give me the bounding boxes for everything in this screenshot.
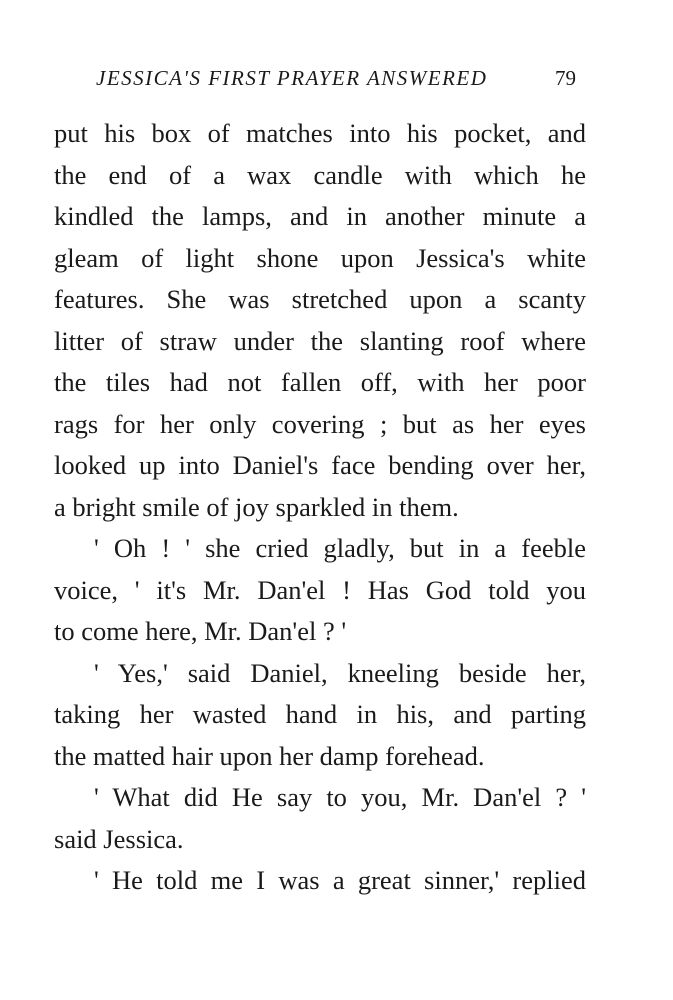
text-line: put his box of matches into his pocket, and: [54, 118, 586, 148]
text-line: voice, ' it's Mr. Dan'el ! Has God told you: [54, 574, 586, 605]
body-text: [54, 113, 586, 902]
page-number: 79: [555, 66, 576, 90]
text-line: the tiles had not fallen off, with her poor: [54, 367, 586, 397]
text-line: gleam of light shone upon Jessica's white: [54, 242, 586, 273]
text-line: ' Oh ! ' she cried gladly, but in a feeble: [94, 533, 586, 563]
text-line: ' What did He say to you, Mr. Dan'el ? ': [94, 782, 586, 812]
text-line: features. She was stretched upon a scanty: [54, 284, 586, 314]
text-line: ' He told me I was a great sinner,' replied: [94, 865, 586, 895]
text-line: taking her wasted hand in his, and parting: [54, 699, 586, 729]
text-line: a bright smile of joy sparkled in them.: [54, 491, 459, 522]
text-line: to come here, Mr. Dan'el ? ': [54, 616, 347, 646]
chapter-title: JESSICA'S FIRST PRAYER ANSWERED: [96, 66, 488, 90]
text-line: said Jessica.: [54, 823, 184, 854]
text-line: the matted hair upon her damp forehead.: [54, 740, 485, 771]
text-line: rags for her only covering ; but as her eyes: [54, 408, 586, 439]
running-head: [96, 66, 576, 96]
text-line: kindled the lamps, and in another minute a: [54, 201, 586, 231]
text-line: the end of a wax candle with which he: [54, 159, 586, 190]
text-line: looked up into Daniel's face bending over her,: [54, 450, 586, 480]
text-line: ' Yes,' said Daniel, kneeling beside her,: [94, 657, 586, 688]
text-line: litter of straw under the slanting roof where: [54, 325, 586, 356]
